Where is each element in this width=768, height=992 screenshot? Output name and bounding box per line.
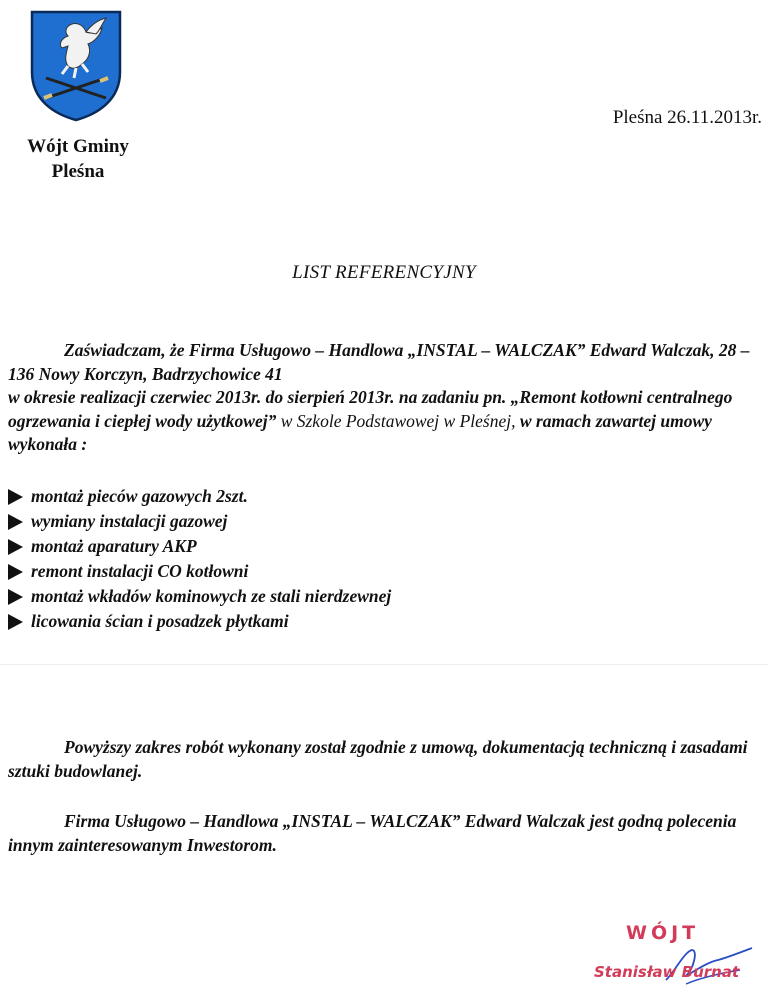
paragraph-compliance	[8, 736, 758, 783]
stamp-name: Stanisław Burnat	[594, 963, 740, 981]
letter-date: Pleśna 26.11.2013r.	[612, 107, 762, 128]
p1-part-d: do sierpień 2013r. na zadaniu pn. „Remont kotłowni centralnego ogrzewania i ciepłej wody użytkowej”	[8, 387, 733, 431]
document-title: LIST REFERENCYJNY	[292, 262, 476, 283]
arrow-bullet-icon	[8, 589, 23, 605]
issuer-block	[6, 134, 150, 184]
list-item: remont instalacji CO kotłowni	[8, 559, 391, 584]
arrow-bullet-icon	[8, 614, 23, 630]
p1-part-e: w Szkole Podstawowej w Pleśnej,	[280, 410, 516, 431]
arrow-bullet-icon	[8, 489, 23, 505]
work-items-list	[8, 484, 391, 634]
p3-text: Firma Usługowo – Handlowa „INSTAL – WALCZAK” Edward Walczak jest godną polecenia innym zainteresowanym Inwestorom.	[8, 811, 737, 855]
arrow-bullet-icon	[8, 539, 23, 555]
list-item: montaż wkładów kominowych ze stali nierdzewnej	[8, 584, 391, 609]
p1-part-b: w okresie realizacji	[8, 387, 147, 407]
p1-part-f: w ramach zawartej umowy wykonała :	[8, 410, 712, 454]
paragraph-certification	[8, 339, 758, 457]
page-fold-line	[0, 664, 768, 665]
p2-text: Powyższy zakres robót wykonany został zgodnie z umową, dokumentacją techniczną i zasadami sztuki budowlanej.	[8, 737, 748, 781]
griffin-coat-of-arms-icon	[28, 8, 124, 124]
list-item: licowania ścian i posadzek płytkami	[8, 609, 391, 634]
list-item: montaż aparatury AKP	[8, 534, 391, 559]
list-item: wymiany instalacji gazowej	[8, 509, 391, 534]
p1-part-c: czerwiec 2013r.	[150, 387, 262, 407]
issuer-line-1: Wójt Gminy	[27, 136, 129, 157]
arrow-bullet-icon	[8, 564, 23, 580]
issuer-line-2: Pleśna	[51, 161, 105, 182]
paragraph-recommendation	[8, 810, 758, 857]
p1-part-a: Zaświadczam, że Firma Usługowo – Handlowa „INSTAL – WALCZAK” Edward Walczak, 28 – 136 Nowy Korczyn, Badrzychowice 41	[8, 340, 750, 384]
list-item: montaż pieców gazowych 2szt.	[8, 484, 391, 509]
arrow-bullet-icon	[8, 514, 23, 530]
stamp-title: WÓJT	[626, 922, 700, 944]
